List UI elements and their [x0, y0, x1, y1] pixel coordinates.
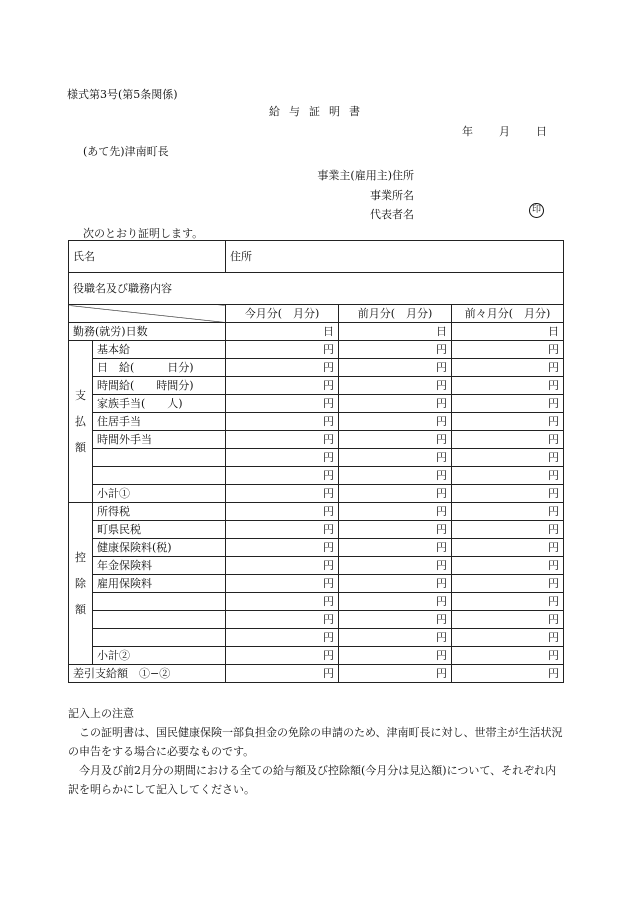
employer-address-label: 事業主(雇用主)住所 [317, 169, 414, 182]
table-row [69, 377, 564, 395]
net-pay-row [69, 665, 564, 683]
salary-table-body [69, 241, 564, 683]
unit-yen: 円 [452, 431, 564, 449]
unit-yen: 円 [452, 665, 564, 683]
unit-yen: 円 [226, 485, 339, 503]
unit-yen: 円 [226, 449, 339, 467]
item-label: 住居手当 [93, 413, 226, 431]
unit-yen: 円 [339, 647, 452, 665]
unit-yen: 円 [452, 647, 564, 665]
unit-yen: 円 [226, 467, 339, 485]
unit-yen: 円 [339, 539, 452, 557]
work-days-row [69, 323, 564, 341]
unit-yen: 円 [226, 521, 339, 539]
form-number: 様式第3号(第5条関係) [67, 88, 178, 101]
date-year: 年 [462, 125, 473, 138]
unit-yen: 円 [452, 629, 564, 647]
table-row [69, 575, 564, 593]
category-char: 支 [75, 388, 86, 402]
unit-yen: 円 [226, 413, 339, 431]
unit-yen: 円 [226, 575, 339, 593]
table-row [69, 467, 564, 485]
item-label: 家族手当( 人) [93, 395, 226, 413]
item-label: 雇用保険料 [93, 575, 226, 593]
date-day: 日 [536, 125, 547, 138]
intro-text: 次のとおり証明します。 [83, 227, 204, 240]
column-header-row [69, 305, 564, 323]
representative-label: 代表者名 [370, 208, 414, 221]
unit-yen: 円 [226, 647, 339, 665]
unit-yen: 円 [226, 341, 339, 359]
notes-section [68, 704, 563, 799]
unit-yen: 円 [226, 539, 339, 557]
unit-yen: 円 [226, 611, 339, 629]
col-prev-header: 前月分( 月分) [339, 305, 452, 323]
unit-yen: 円 [226, 395, 339, 413]
notes-heading: 記入上の注意 [68, 707, 134, 720]
table-row [69, 557, 564, 575]
name-row [69, 241, 564, 273]
table-row [69, 341, 564, 359]
item-label: 所得税 [93, 503, 226, 521]
salary-table [68, 240, 564, 683]
unit-yen: 円 [339, 485, 452, 503]
name-label: 氏名 [69, 241, 226, 273]
unit-day: 日 [226, 323, 339, 341]
item-label: 健康保険料(税) [93, 539, 226, 557]
unit-yen: 円 [339, 341, 452, 359]
table-row [69, 449, 564, 467]
unit-yen: 円 [339, 377, 452, 395]
unit-yen: 円 [339, 629, 452, 647]
deduction-category-label [69, 503, 93, 665]
unit-yen: 円 [226, 359, 339, 377]
unit-yen: 円 [226, 503, 339, 521]
unit-yen: 円 [226, 557, 339, 575]
item-label [93, 467, 226, 485]
unit-yen: 円 [339, 611, 452, 629]
unit-yen: 円 [452, 593, 564, 611]
unit-yen: 円 [339, 503, 452, 521]
position-row [69, 273, 564, 305]
item-label [93, 593, 226, 611]
unit-yen: 円 [226, 665, 339, 683]
table-row [69, 647, 564, 665]
seal-mark: 印 [529, 203, 544, 218]
item-label: 時間給( 時間分) [93, 377, 226, 395]
unit-yen: 円 [339, 359, 452, 377]
col-prev2-header: 前々月分( 月分) [452, 305, 564, 323]
diagonal-header-cell [69, 305, 226, 323]
unit-yen: 円 [452, 503, 564, 521]
table-row [69, 593, 564, 611]
table-row [69, 413, 564, 431]
notes-paragraph-2: 今月及び前2月分の期間における全ての給与額及び控除額(今月分は見込額)について、それぞれ内訳を明らかにして記入してください。 [68, 764, 557, 796]
category-char: 額 [75, 440, 86, 454]
table-row [69, 431, 564, 449]
unit-yen: 円 [452, 449, 564, 467]
unit-yen: 円 [452, 377, 564, 395]
address-label: 住所 [226, 241, 564, 273]
unit-yen: 円 [452, 485, 564, 503]
office-name-label: 事業所名 [370, 188, 414, 202]
unit-yen: 円 [226, 593, 339, 611]
table-row [69, 485, 564, 503]
category-char: 額 [75, 602, 86, 616]
unit-yen: 円 [339, 521, 452, 539]
unit-yen: 円 [226, 377, 339, 395]
unit-yen: 円 [339, 593, 452, 611]
table-row [69, 395, 564, 413]
document-title: 給与証明書 [269, 105, 369, 118]
table-row [69, 521, 564, 539]
item-label: 日 給( 日分) [93, 359, 226, 377]
unit-day: 日 [452, 323, 564, 341]
unit-yen: 円 [339, 665, 452, 683]
col-current-header: 今月分( 月分) [226, 305, 339, 323]
unit-yen: 円 [226, 431, 339, 449]
item-label [93, 629, 226, 647]
table-row [69, 611, 564, 629]
unit-yen: 円 [226, 629, 339, 647]
category-char: 払 [75, 414, 86, 428]
item-label [93, 611, 226, 629]
unit-yen: 円 [339, 575, 452, 593]
table-row [69, 503, 564, 521]
item-label: 小計① [93, 485, 226, 503]
table-row [69, 359, 564, 377]
unit-yen: 円 [452, 539, 564, 557]
unit-yen: 円 [339, 431, 452, 449]
unit-yen: 円 [452, 395, 564, 413]
unit-yen: 円 [339, 449, 452, 467]
item-label: 年金保険料 [93, 557, 226, 575]
unit-yen: 円 [339, 395, 452, 413]
unit-yen: 円 [452, 467, 564, 485]
unit-yen: 円 [452, 359, 564, 377]
unit-yen: 円 [339, 467, 452, 485]
unit-yen: 円 [339, 413, 452, 431]
item-label: 小計② [93, 647, 226, 665]
net-pay-label: 差引支給額 ①−② [69, 665, 226, 683]
item-label [93, 449, 226, 467]
addressee: (あて先)津南町長 [83, 145, 169, 158]
date-line [462, 123, 547, 139]
position-label: 役職名及び職務内容 [69, 273, 564, 305]
table-row [69, 539, 564, 557]
unit-yen: 円 [452, 341, 564, 359]
unit-yen: 円 [452, 557, 564, 575]
table-row [69, 629, 564, 647]
notes-paragraph-1: この証明書は、国民健康保険一部負担金の免除の申請のため、津南町長に対し、世帯主が生活状況の申告をする場合に必要なものです。 [68, 726, 563, 758]
payment-category-label [69, 341, 93, 503]
employer-block [308, 166, 414, 225]
unit-day: 日 [339, 323, 452, 341]
unit-yen: 円 [452, 413, 564, 431]
item-label: 基本給 [93, 341, 226, 359]
item-label: 時間外手当 [93, 431, 226, 449]
unit-yen: 円 [452, 521, 564, 539]
date-month: 月 [499, 125, 510, 138]
category-char: 除 [75, 576, 86, 590]
unit-yen: 円 [339, 557, 452, 575]
item-label: 町県民税 [93, 521, 226, 539]
category-char: 控 [75, 550, 86, 564]
unit-yen: 円 [452, 575, 564, 593]
unit-yen: 円 [452, 611, 564, 629]
work-days-label: 勤務(就労)日数 [69, 323, 226, 341]
